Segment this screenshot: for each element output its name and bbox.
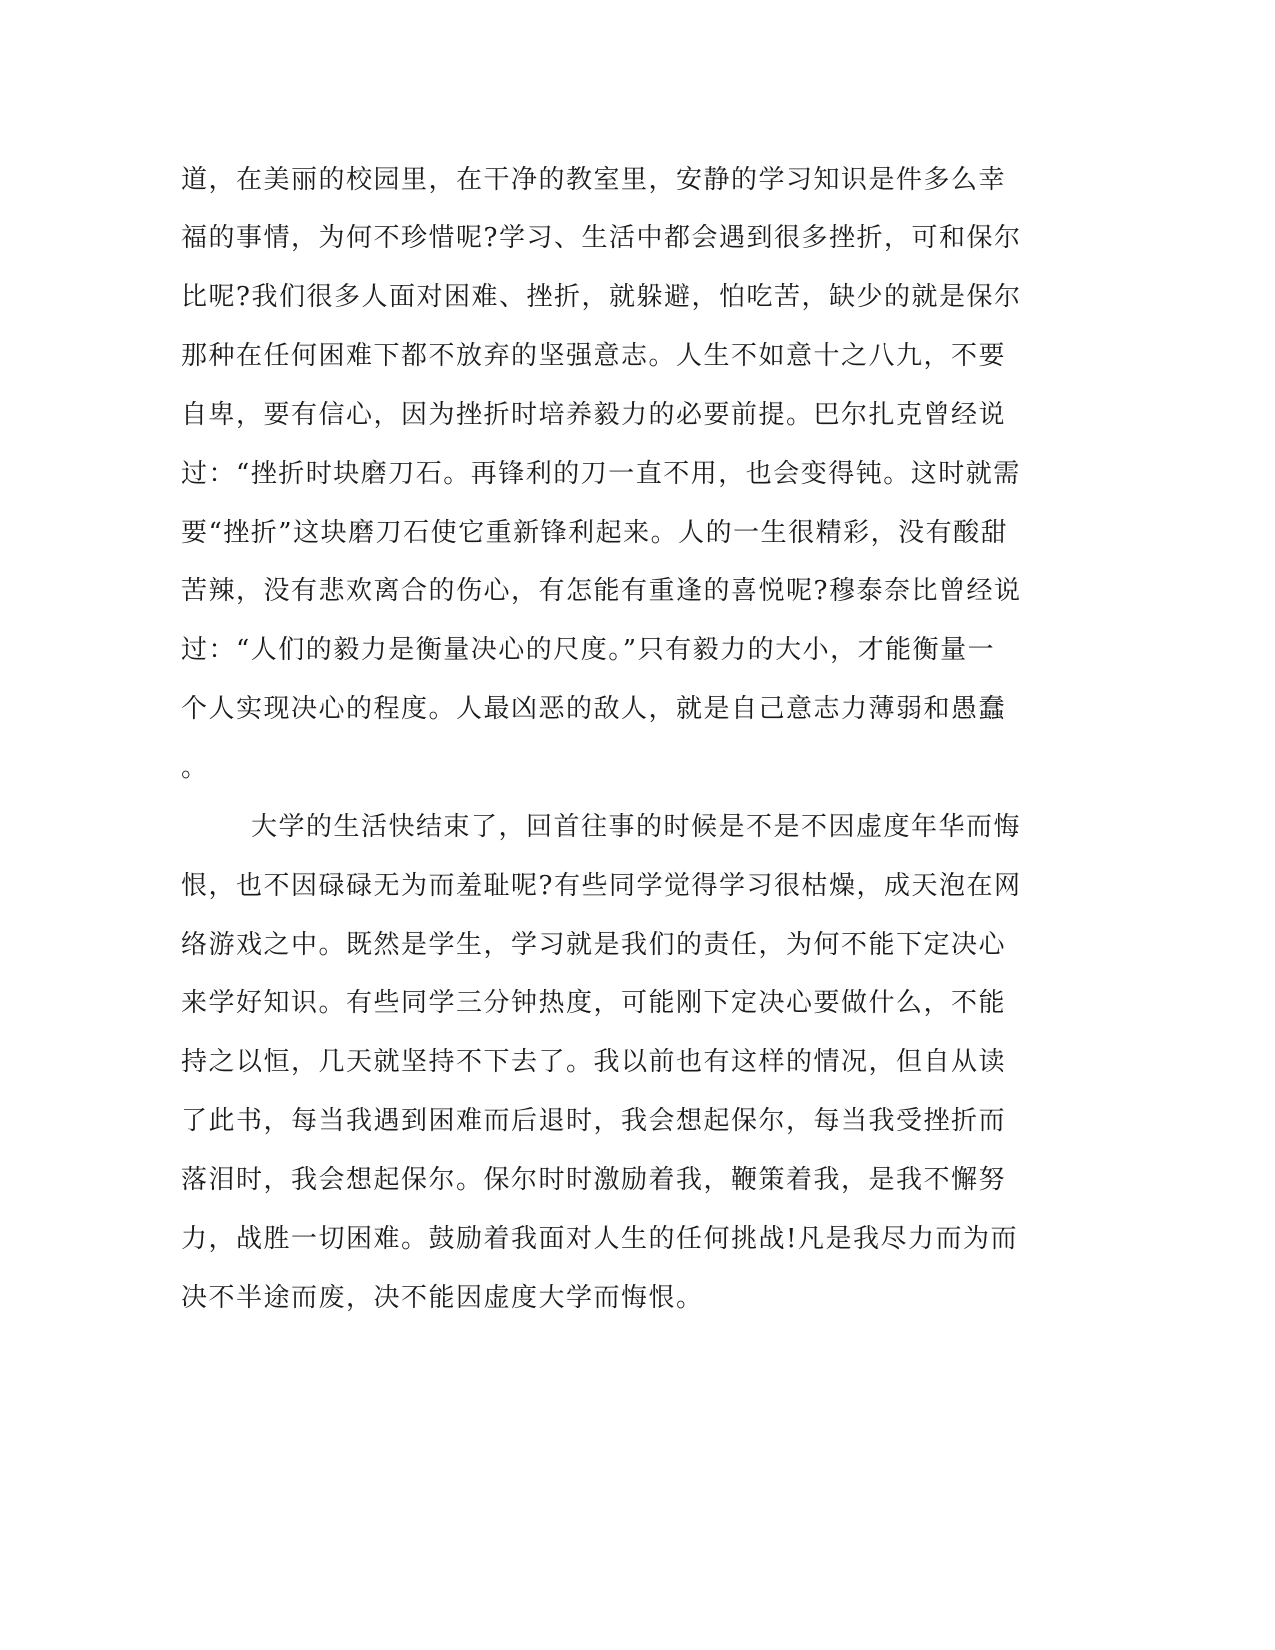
- paragraph-line: 恨，也不因碌碌无为而羞耻呢?有些同学觉得学习很枯燥，成天泡在网: [181, 871, 1022, 901]
- paragraph-line: 过：“人们的毅力是衡量决心的尺度。”只有毅力的大小，才能衡量一: [181, 635, 996, 665]
- paragraph-line: 持之以恒，几天就坚持不下去了。我以前也有这样的情况，但自从读: [181, 1047, 1007, 1077]
- paragraph-line: 自卑，要有信心，因为挫折时培养毅力的必要前提。巴尔扎克曾经说: [181, 400, 1007, 430]
- paragraph-line-indented: 大学的生活快结束了，回首往事的时候是不是不因虚度年华而悔: [251, 812, 1022, 842]
- paragraph-line: 苦辣，没有悲欢离合的伤心，有怎能有重逢的喜悦呢?穆泰奈比曾经说: [181, 576, 1022, 606]
- paragraph-line: 落泪时，我会想起保尔。保尔时时激励着我，鞭策着我，是我不懈努: [181, 1165, 1007, 1195]
- paragraph-line: 力，战胜一切困难。鼓励着我面对人生的任何挑战!凡是我尽力而为而: [181, 1224, 1018, 1254]
- paragraph-line: 了此书，每当我遇到困难而后退时，我会想起保尔，每当我受挫折而: [181, 1106, 1007, 1136]
- paragraph-line: 要“挫折”这块磨刀石使它重新锋利起来。人的一生很精彩，没有酸甜: [181, 518, 1009, 548]
- paragraph-line: 那种在任何困难下都不放弃的坚强意志。人生不如意十之八九，不要: [181, 341, 1007, 371]
- paragraph-line: 比呢?我们很多人面对困难、挫折，就躲避，怕吃苦，缺少的就是保尔: [181, 282, 1022, 312]
- paragraph-line: 络游戏之中。既然是学生，学习就是我们的责任，为何不能下定决心: [181, 930, 1007, 960]
- paragraph-line: 决不半途而废，决不能因虚度大学而悔恨。: [181, 1283, 704, 1313]
- paragraph-line: 道，在美丽的校园里，在干净的教室里，安静的学习知识是件多么幸: [181, 165, 1007, 195]
- paragraph-line: 来学好知识。有些同学三分钟热度，可能刚下定决心要做什么，不能: [181, 988, 1007, 1018]
- paragraph-line: 个人实现决心的程度。人最凶恶的敌人，就是自己意志力薄弱和愚蠢: [181, 694, 1007, 724]
- paragraph-line: 。: [181, 753, 209, 783]
- paragraph-line: 过：“挫折时块磨刀石。再锋利的刀一直不用，也会变得钝。这时就需: [181, 459, 1021, 489]
- paragraph-line: 福的事情，为何不珍惜呢?学习、生活中都会遇到很多挫折，可和保尔: [181, 223, 1022, 253]
